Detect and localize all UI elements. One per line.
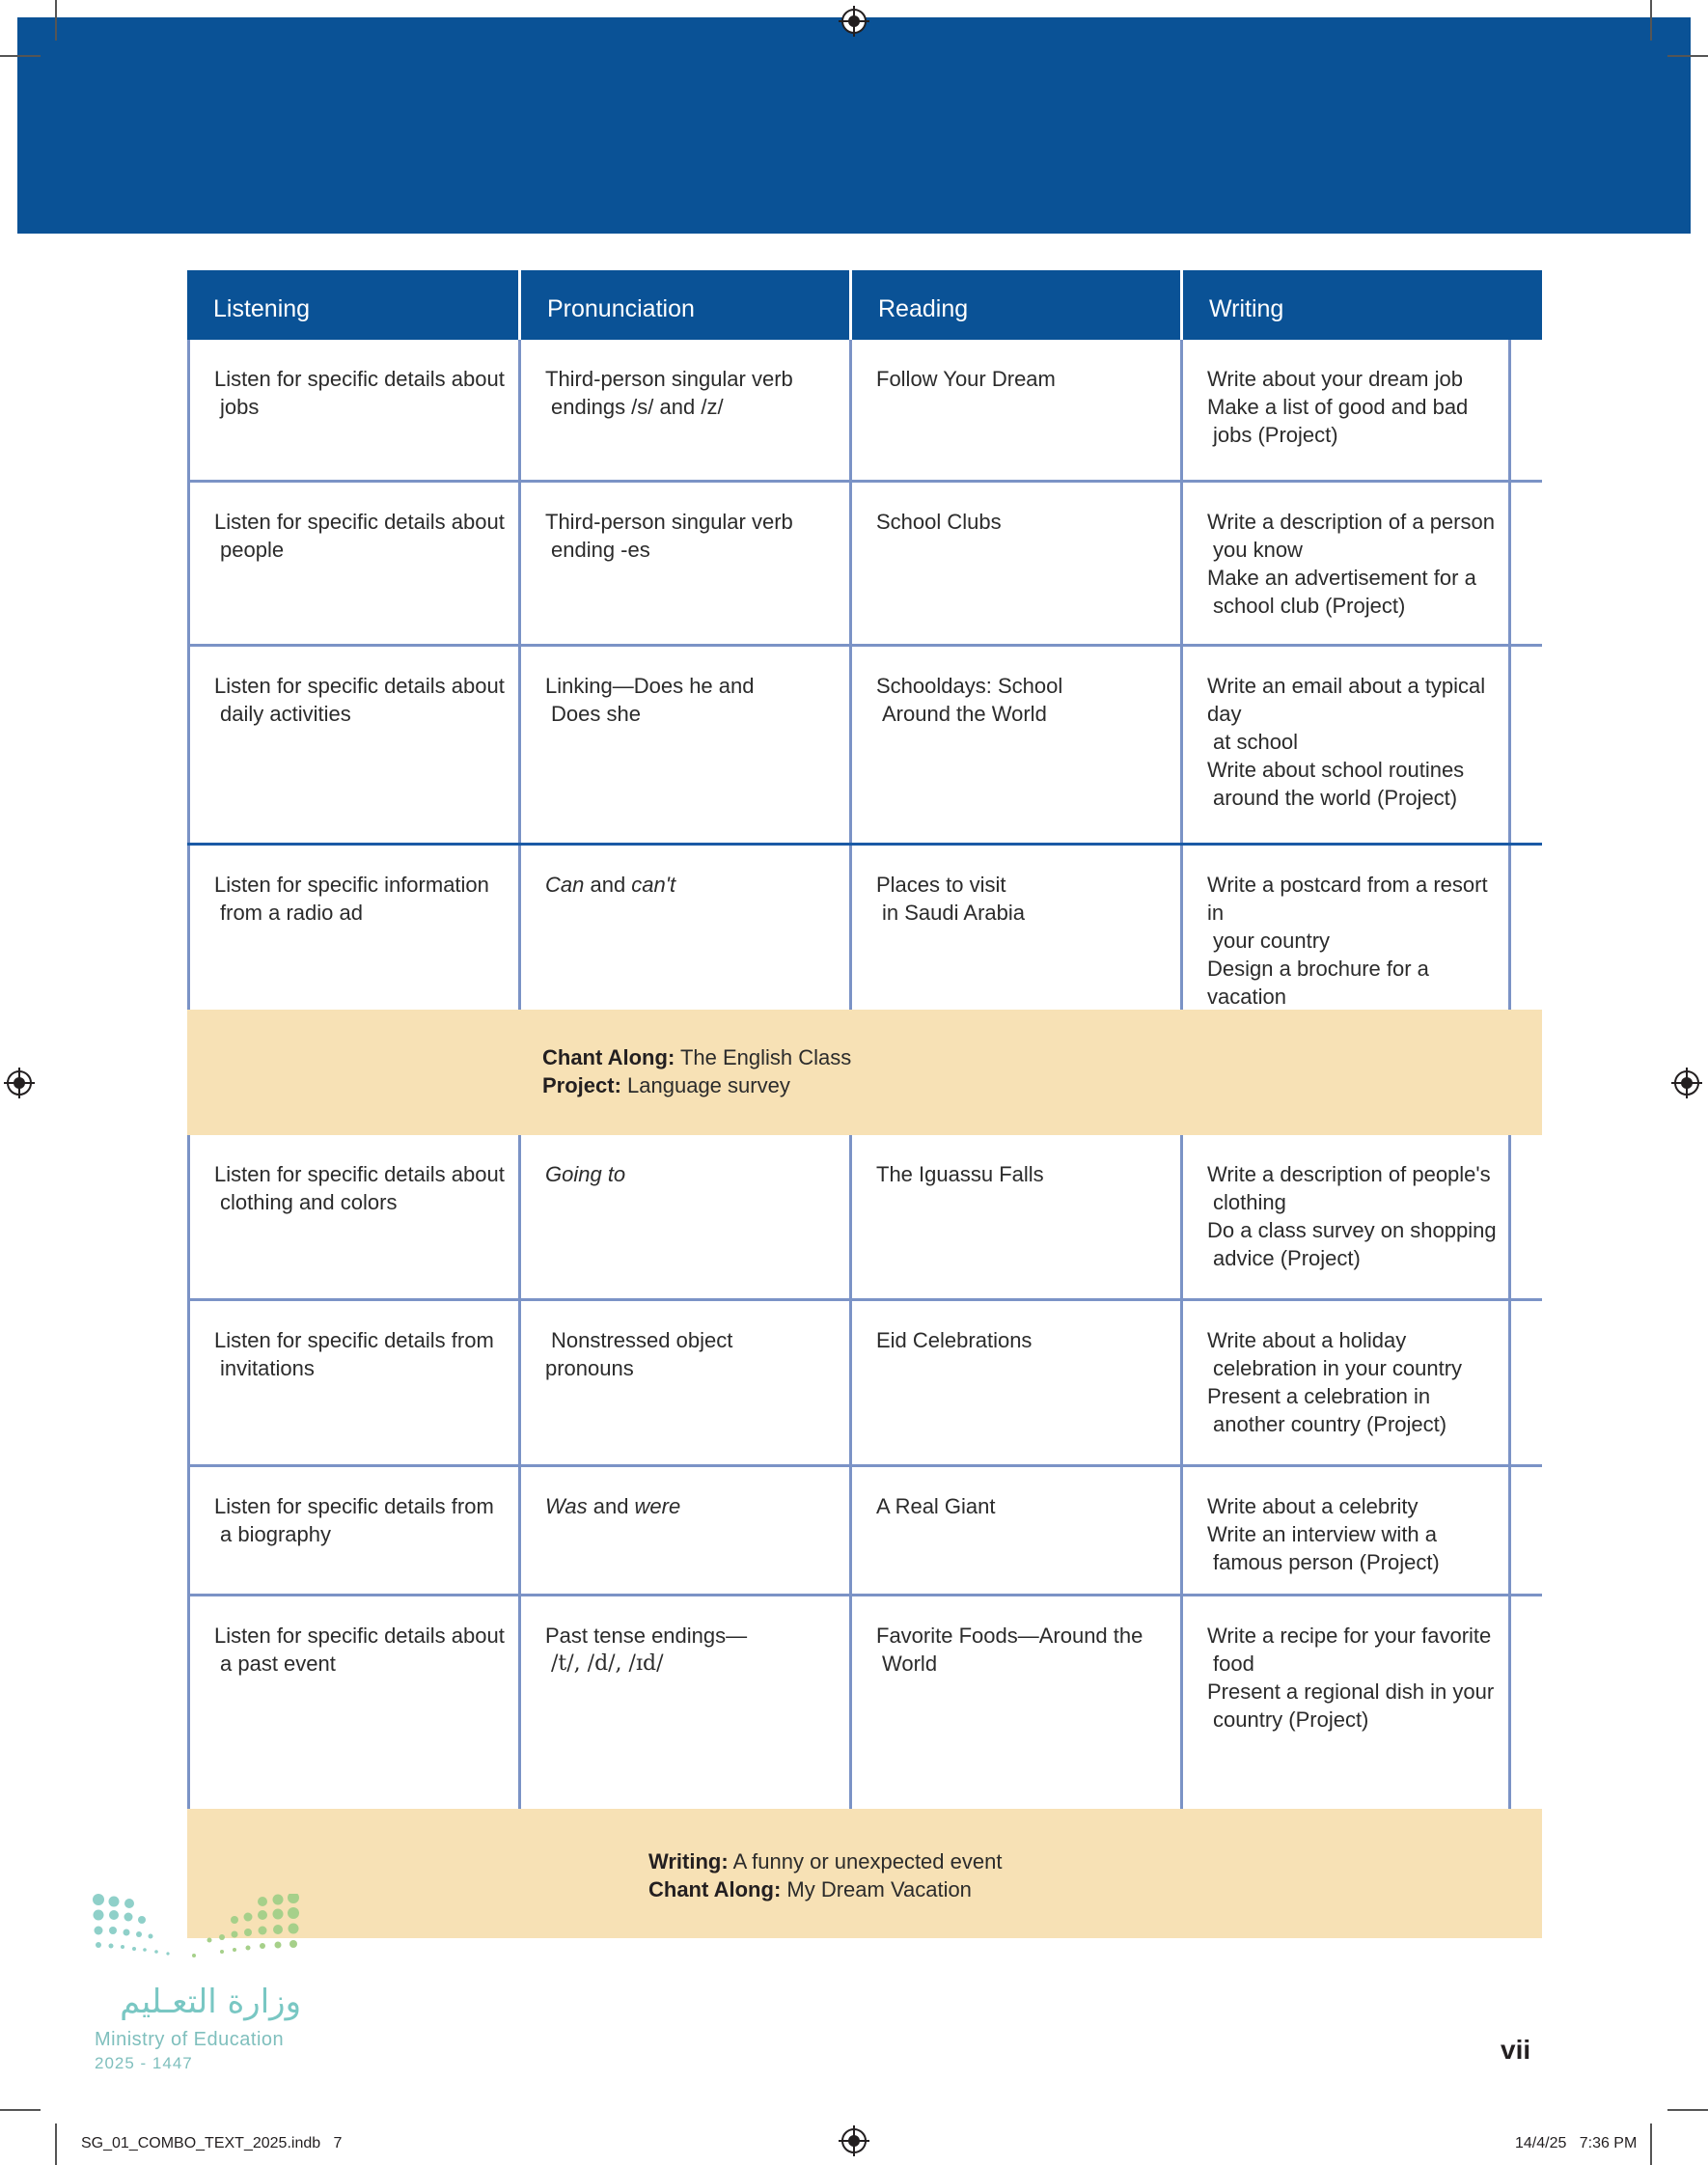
ministry-of-education-logo — [93, 1894, 315, 2077]
writing-cell: Write about your dream job Make a list of good and bad jobs (Project) — [1180, 340, 1511, 480]
pronunciation-cell: Nonstressed object pronouns — [518, 1301, 849, 1464]
pronunciation-cell: Third-person singular verb ending -es — [518, 483, 849, 644]
reading-cell: A Real Giant — [849, 1467, 1180, 1594]
unit-review-band — [187, 1809, 1542, 1938]
crop-mark — [1667, 55, 1708, 57]
writing-cell: Write an email about a typical day at school Write about school routines around the world (Project) — [1180, 647, 1511, 843]
listening-cell: Listen for specific details about clothing and colors — [187, 1135, 518, 1298]
pronunciation-cell: Third-person singular verb endings /s/ and /z/ — [518, 340, 849, 480]
listening-cell: Listen for specific details about a past event — [187, 1596, 518, 1809]
writing-cell: Write a postcard from a resort in your country Design a brochure for a vacation — [1180, 846, 1511, 1010]
writing-cell: Write about a celebrity Write an interview with a famous person (Project) — [1180, 1467, 1511, 1594]
reading-cell: Places to visit in Saudi Arabia — [849, 846, 1180, 1010]
table-row — [187, 340, 1542, 483]
band-line: Project: Language survey — [542, 1073, 790, 1097]
registration-mark-icon — [4, 1068, 35, 1098]
listening-cell: Listen for specific details about people — [187, 483, 518, 644]
header-banner — [17, 17, 1691, 234]
logo-arabic-text: وزارة التعـليم — [120, 1983, 301, 2021]
registration-mark-icon — [1671, 1068, 1702, 1098]
crop-mark — [55, 0, 57, 41]
crop-mark — [1650, 2123, 1652, 2165]
logo-dots-icon — [93, 1894, 315, 1961]
reading-cell: Schooldays: School Around the World — [849, 647, 1180, 843]
table-header-row — [187, 270, 1542, 340]
scope-and-sequence-table — [187, 270, 1542, 1938]
pronunciation-cell: Can and can't — [518, 846, 849, 1010]
crop-mark — [0, 2109, 41, 2111]
listening-cell: Listen for specific details from invitations — [187, 1301, 518, 1464]
table-row — [187, 1467, 1542, 1596]
footer-timestamp: 14/4/25 7:36 PM — [1515, 2135, 1638, 2151]
pronunciation-cell: Linking—Does he and Does she — [518, 647, 849, 843]
listening-cell: Listen for specific details about daily activities — [187, 647, 518, 843]
band-line: Chant Along: The English Class — [542, 1045, 852, 1069]
pronunciation-cell: Going to — [518, 1135, 849, 1298]
reading-cell: Follow Your Dream — [849, 340, 1180, 480]
crop-mark — [0, 55, 41, 57]
logo-year: 2025 - 1447 — [95, 2054, 193, 2072]
writing-cell: Write about a holiday celebration in your country Present a celebration in another country (Project) — [1180, 1301, 1511, 1464]
reading-cell: School Clubs — [849, 483, 1180, 644]
table-row — [187, 483, 1542, 647]
registration-mark-icon — [839, 2125, 869, 2156]
table-row — [187, 846, 1542, 1010]
registration-mark-icon — [839, 6, 869, 37]
reading-cell: The Iguassu Falls — [849, 1135, 1180, 1298]
crop-mark — [55, 2123, 57, 2165]
listening-cell: Listen for specific details from a biography — [187, 1467, 518, 1594]
pronunciation-cell: Was and were — [518, 1467, 849, 1594]
band-line: Chant Along: My Dream Vacation — [648, 1877, 972, 1901]
writing-cell: Write a description of people's clothing Do a class survey on shopping advice (Project) — [1180, 1135, 1511, 1298]
column-header-writing: Writing — [1180, 270, 1511, 340]
column-header-pronunciation: Pronunciation — [518, 270, 849, 340]
crop-mark — [1667, 2109, 1708, 2111]
listening-cell: Listen for specific information from a radio ad — [187, 846, 518, 1010]
logo-english-text: Ministry of Education — [95, 2029, 285, 2050]
writing-cell: Write a recipe for your favorite food Present a regional dish in your country (Project) — [1180, 1596, 1511, 1809]
writing-cell: Write a description of a person you know Make an advertisement for a school club (Project) — [1180, 483, 1511, 644]
band-line: Writing: A funny or unexpected event — [648, 1849, 1003, 1874]
column-header-listening: Listening — [213, 295, 311, 322]
reading-cell: Eid Celebrations — [849, 1301, 1180, 1464]
column-header-reading: Reading — [849, 270, 1180, 340]
table-row — [187, 647, 1542, 846]
page-number: vii — [1501, 2035, 1531, 2065]
table-row — [187, 1301, 1542, 1467]
footer-file-name: SG_01_COMBO_TEXT_2025.indb 7 — [81, 2135, 343, 2151]
pronunciation-cell: Past tense endings— /t/, /d/, /ɪd/ — [518, 1596, 849, 1809]
table-row — [187, 1135, 1542, 1301]
table-row — [187, 1596, 1542, 1809]
crop-mark — [1650, 0, 1652, 41]
reading-cell: Favorite Foods—Around the World — [849, 1596, 1180, 1809]
listening-cell: Listen for specific details about jobs — [187, 340, 518, 480]
unit-review-band — [187, 1010, 1542, 1135]
